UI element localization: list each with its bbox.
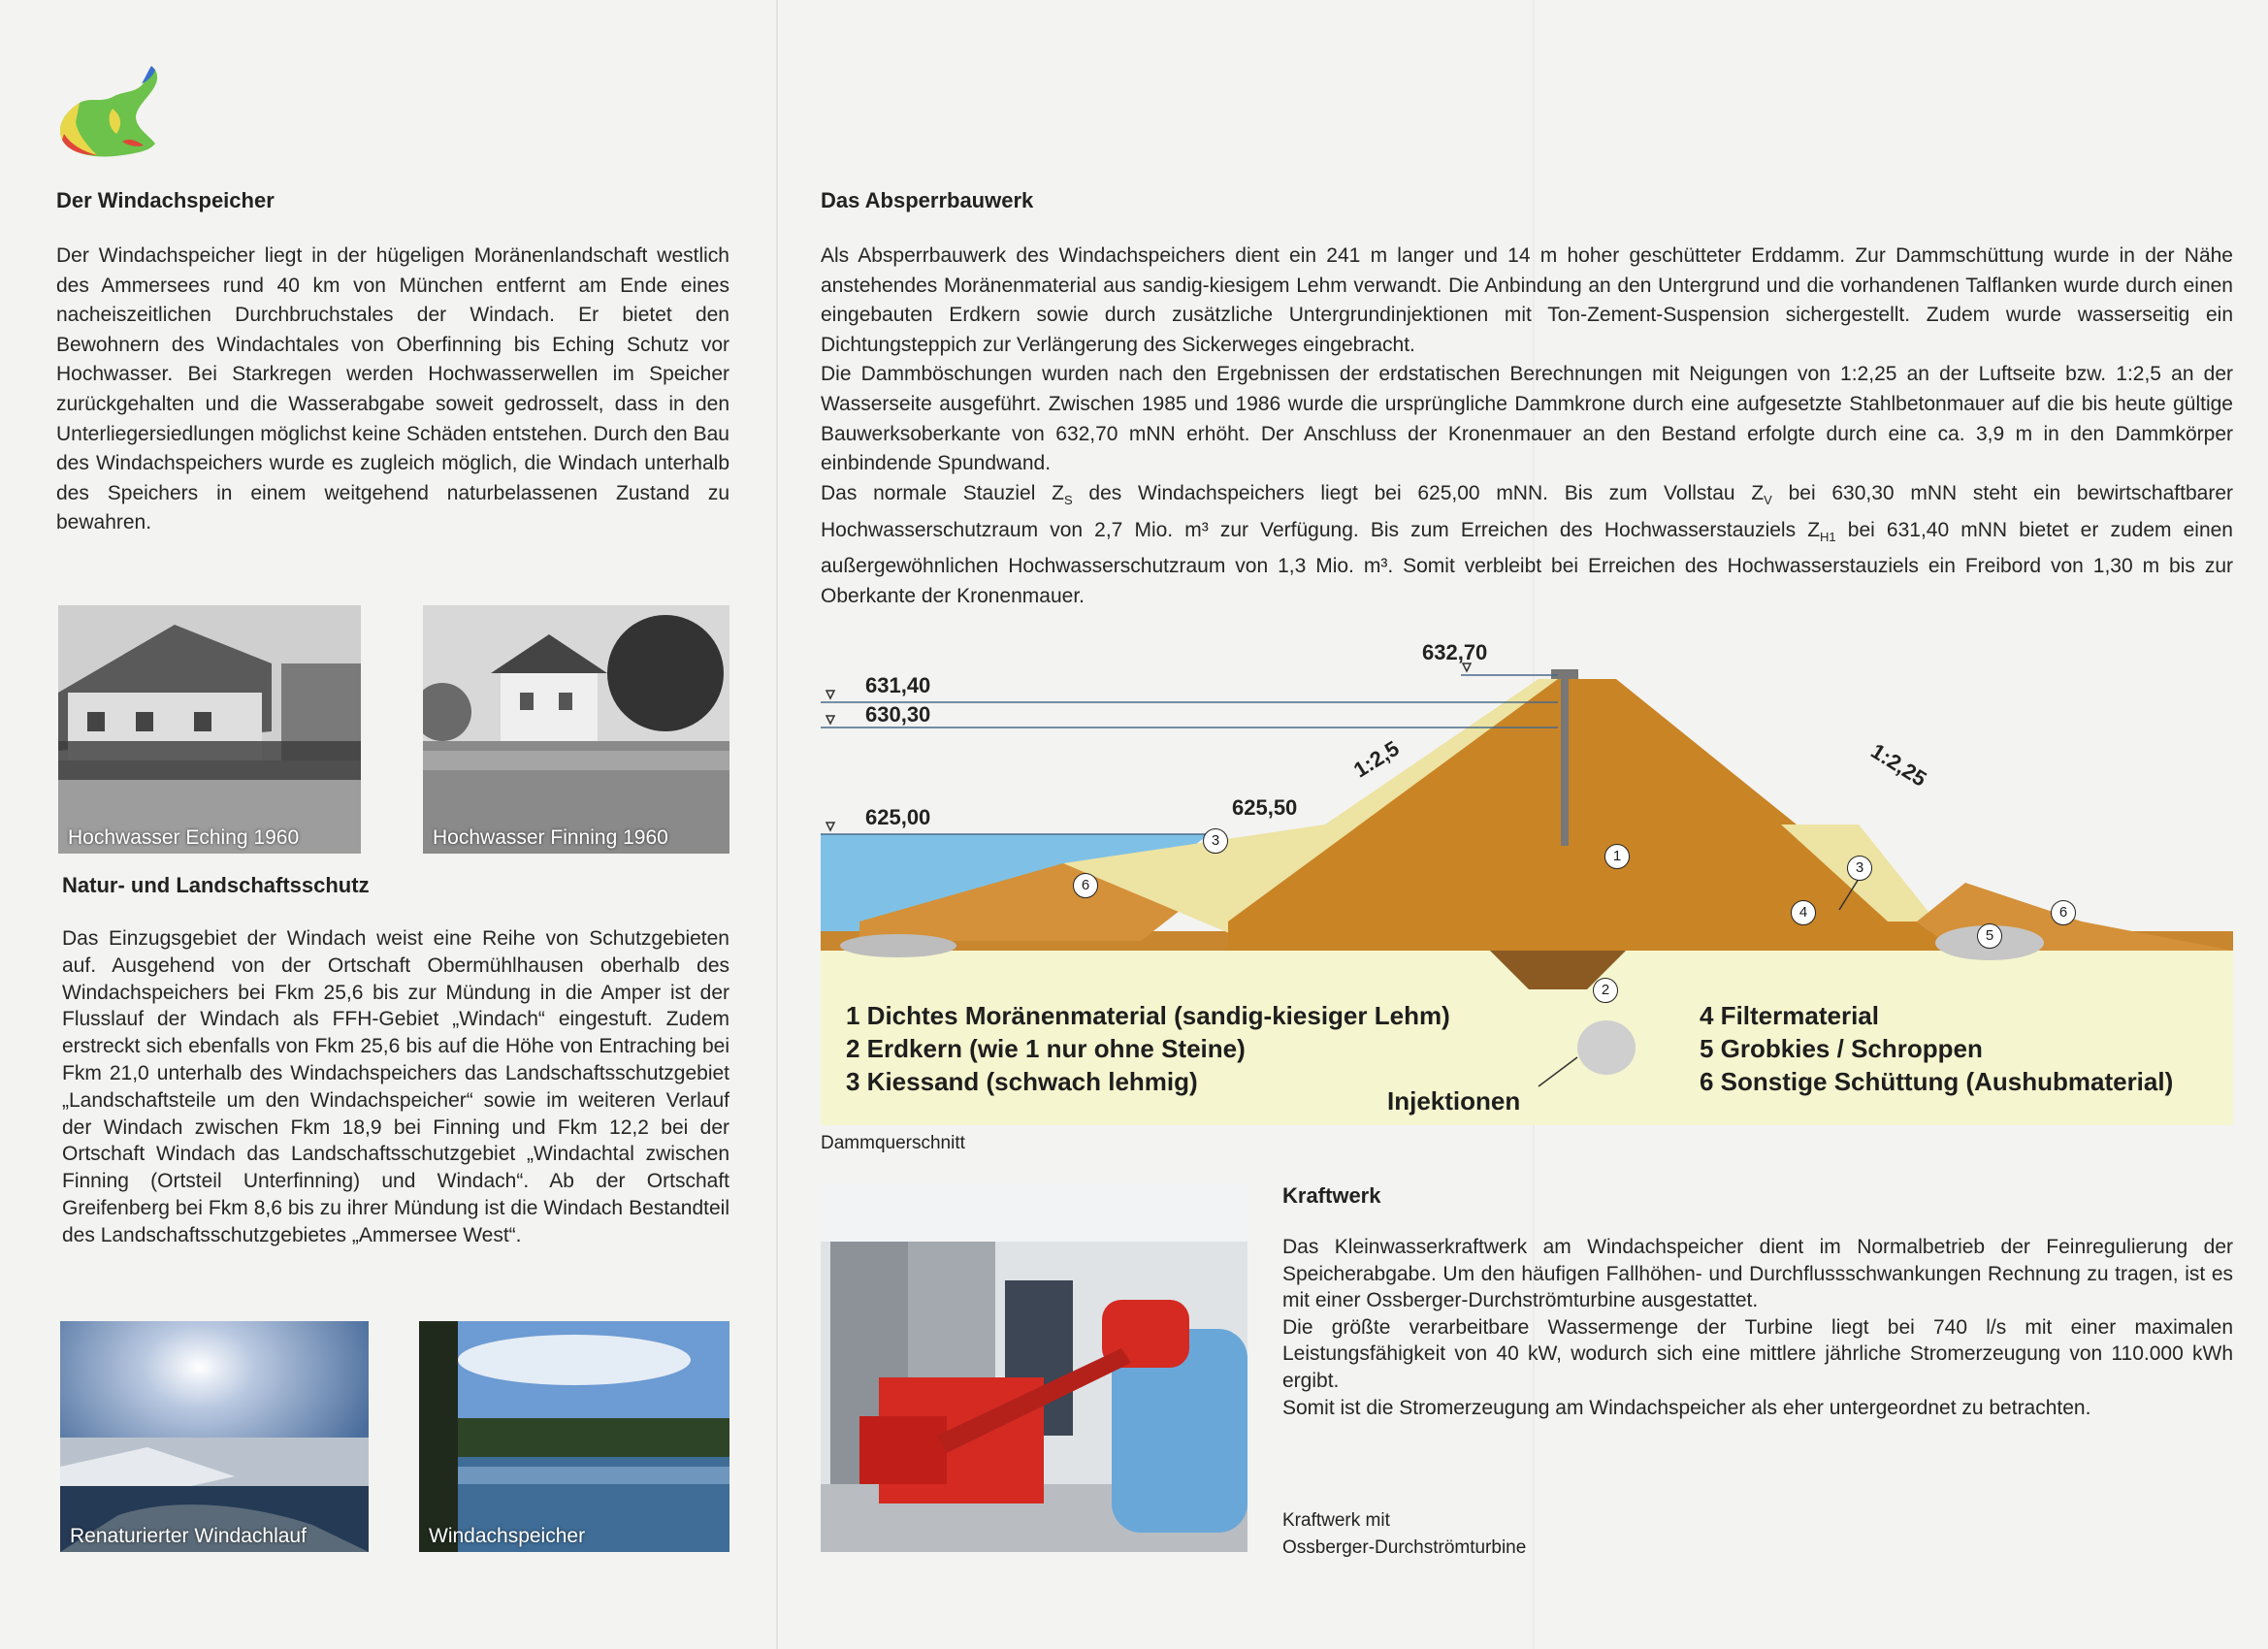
photo-hochwasser-eching — [58, 605, 361, 854]
turbine-graphic — [821, 1183, 1247, 1552]
marker: 4 — [1791, 900, 1816, 925]
photo-kraftwerk — [821, 1183, 1247, 1552]
kraftwerk-paragraph: Somit ist die Stromerzeugung am Windachspeicher als eher untergeordnet zu betrachten. — [1282, 1396, 2091, 1419]
marker: 3 — [1847, 856, 1872, 881]
marker: 1 — [1604, 844, 1630, 869]
section-title-naturschutz: Natur- und Landschaftsschutz — [62, 873, 370, 897]
legend-item: 5 Grobkies / Schroppen — [1700, 1034, 1983, 1063]
injektionen-label: Injektionen — [1387, 1086, 1521, 1116]
section-title-kraftwerk: Kraftwerk — [1282, 1183, 1381, 1208]
level-label: 630,30 — [865, 702, 931, 727]
section-title-absperrbauwerk: Das Absperrbauwerk — [821, 188, 1034, 212]
kraftwerk-caption — [1282, 1507, 1526, 1562]
photo-renaturierter-windachlauf — [60, 1321, 369, 1552]
marker: 2 — [1593, 978, 1618, 1003]
photo-hochwasser-finning — [423, 605, 729, 854]
legend-right — [1700, 999, 2173, 1098]
fold-line — [776, 0, 778, 1649]
photo-caption: Hochwasser Finning 1960 — [433, 826, 668, 849]
legend-item: 4 Filtermaterial — [1700, 1001, 1879, 1030]
level-label: 632,70 — [1422, 640, 1488, 664]
photo-caption: Hochwasser Eching 1960 — [68, 826, 300, 849]
slope-label: 1:2,5 — [1348, 735, 1404, 783]
marker: 6 — [1073, 873, 1098, 898]
lake-graphic — [419, 1321, 729, 1552]
photo-caption: Windachspeicher — [429, 1525, 586, 1547]
absperrbauwerk-paragraph: Das normale Stauziel $Z_S$ des Windachspeichers liegt bei 625,00 mNN. Bis zum Vollstau $Z_V$ bei 630,30 mNN steht ein bewirtschaftbarer Hochwasserschutzraum von 2,7 Mio. m³ zur Verfügung. Bis zum Erreichen des Hochwasserstauziels $Z_{H1}$ bei 631,40 mNN bietet er zudem einen außergewöhnlichen Hochwasserschutzraum von 1,3 Mio. m³. Somit verbleibt bei Erreichen des Hochwasserstauziels ein Freibord von 1,30 m bis zur Oberkante der Kronenmauer. — [821, 481, 2233, 607]
dam-cross-section — [821, 630, 2233, 1125]
reservoir-logo — [54, 58, 171, 163]
marker: 3 — [1203, 828, 1228, 854]
diagram-caption: Dammquerschnitt — [821, 1133, 965, 1153]
naturschutz-text: Das Einzugsgebiet der Windach weist eine Reihe von Schutzgebieten auf. Ausgehend von der Ortschaft Obermühlhausen oberhalb des Windachspeichers bei Fkm 25,6 bis zur Mündung in die Amper ist der Flusslauf der Windach als FFH-Gebiet „Windach“ eingestuft. Zudem erstreckt sich ebenfalls von Fkm 25,6 bis auf die Höhe von Entraching bei Fkm 21,0 unterhalb des Windachspeichers das Landschaftsschutzgebiet „Landschaftsteile um den Windachspeicher“ sowie im weiteren Verlauf der Windach zwischen Fkm 18,9 bei Finning und Fkm 12,2 bei der Ortschaft Windach das Landschaftsschutzgebiet „Windachtal zwischen Finning (Ortsteil Unterfinning) und Windach“. Ab der Ortschaft Greifenberg bei Fkm 8,6 bis zu ihrer Mündung ist die Windach Bestandteil des Landschaftsschutzgebietes „Ammersee West“. — [62, 927, 729, 1246]
level-label: 625,50 — [1232, 795, 1298, 820]
section-title-windachspeicher: Der Windachspeicher — [56, 188, 275, 212]
absperrbauwerk-paragraph: Als Absperrbauwerk des Windachspeichers dient ein 241 m langer und 14 m hoher geschütteter Erddamm. Zur Dammschüttung wurde in der Nähe anstehendes Moränenmaterial aus sandig-kiesigem Lehm verwandt. Die Anbindung an den Untergrund und die vorhandenen Talflanken wurde durch einen eingebauten Erdkern sowie durch zusätzliche Untergrundinjektionen mit Ton-Zement-Suspension sichergestellt. Zudem wurde wasserseitig ein Dichtungsteppich zur Verlängerung des Sickerweges eingebracht. — [821, 244, 2233, 356]
marker: 6 — [2051, 900, 2076, 925]
legend-item: 6 Sonstige Schüttung (Aushubmaterial) — [1700, 1067, 2174, 1096]
flood-scene-graphic — [58, 605, 361, 854]
windachspeicher-text: Der Windachspeicher liegt in der hügeligen Moränenlandschaft westlich des Ammersees rund 40 km von München entfernt am Ende eines nacheiszeitlichen Durchbruchstales der Windach. Er bietet den Bewohnern des Windachtales von Oberfinning bis Eching Schutz vor Hochwasser. Bei Starkregen werden Hochwasserwellen im Speicher zurückgehalten und die Wasserabgabe soweit gedrosselt, dass in den Unterliegersiedlungen möglichst keine Schäden entstehen. Durch den Bau des Windachspeichers wurde es zugleich möglich, die Windach unterhalb des Speichers in einem weitgehend naturbelassenen Zustand zu bewahren. — [56, 244, 729, 534]
legend-item: 1 Dichtes Moränenmaterial (sandig-kiesiger Lehm) — [846, 1001, 1450, 1030]
photo-caption: Renaturierter Windachlauf — [70, 1525, 307, 1547]
level-label: 625,00 — [865, 805, 931, 829]
legend-item: 2 Erdkern (wie 1 nur ohne Steine) — [846, 1034, 1246, 1063]
slope-label: 1:2,25 — [1866, 738, 1931, 792]
kraftwerk-paragraph: Das Kleinwasserkraftwerk am Windachspeicher dient im Normalbetrieb der Feinregulierung der Speicherabgabe. Um den häufigen Fallhöhen- und Durchflussschwankungen Rechnung zu tragen, ist es mit einer Ossberger-Durchströmturbine ausgestattet. — [1282, 1236, 2233, 1312]
caption-line: Ossberger-Durchströmturbine — [1282, 1537, 1527, 1558]
marker: 5 — [1977, 923, 2002, 949]
landscape-graphic — [60, 1321, 369, 1552]
absperrbauwerk-text — [821, 242, 2233, 612]
kraftwerk-text — [1282, 1234, 2233, 1421]
legend-left — [846, 999, 1450, 1098]
caption-line: Kraftwerk mit — [1282, 1510, 1390, 1531]
kraftwerk-paragraph: Die größte verarbeitbare Wassermenge der Turbine liegt bei 740 l/s mit einer maximalen Leistungsfähigkeit von 40 kW, wodurch sich eine mittlere jährliche Stromerzeugung von 110.000 kWh ergibt. — [1282, 1315, 2233, 1392]
legend-item: 3 Kiessand (schwach lehmig) — [846, 1067, 1198, 1096]
absperrbauwerk-paragraph: Die Dammböschungen wurden nach den Ergebnissen der erdstatischen Berechnungen mit Neigungen von 1:2,25 an der Luftseite bzw. 1:2,5 an der Wasserseite ausgeführt. Zwischen 1985 und 1986 wurde die ursprüngliche Dammkrone durch eine aufgesetzte Stahlbetonmauer auf die bis heute gültige Bauwerksoberkante von 632,70 mNN erhöht. Der Anschluss der Kronenmauer an den Bestand erfolgte durch eine ca. 3,9 m in den Dammkörper einbindende Spundwand. — [821, 363, 2233, 475]
level-label: 631,40 — [865, 673, 931, 697]
photo-windachspeicher — [419, 1321, 729, 1552]
flood-scene-graphic — [423, 605, 729, 854]
